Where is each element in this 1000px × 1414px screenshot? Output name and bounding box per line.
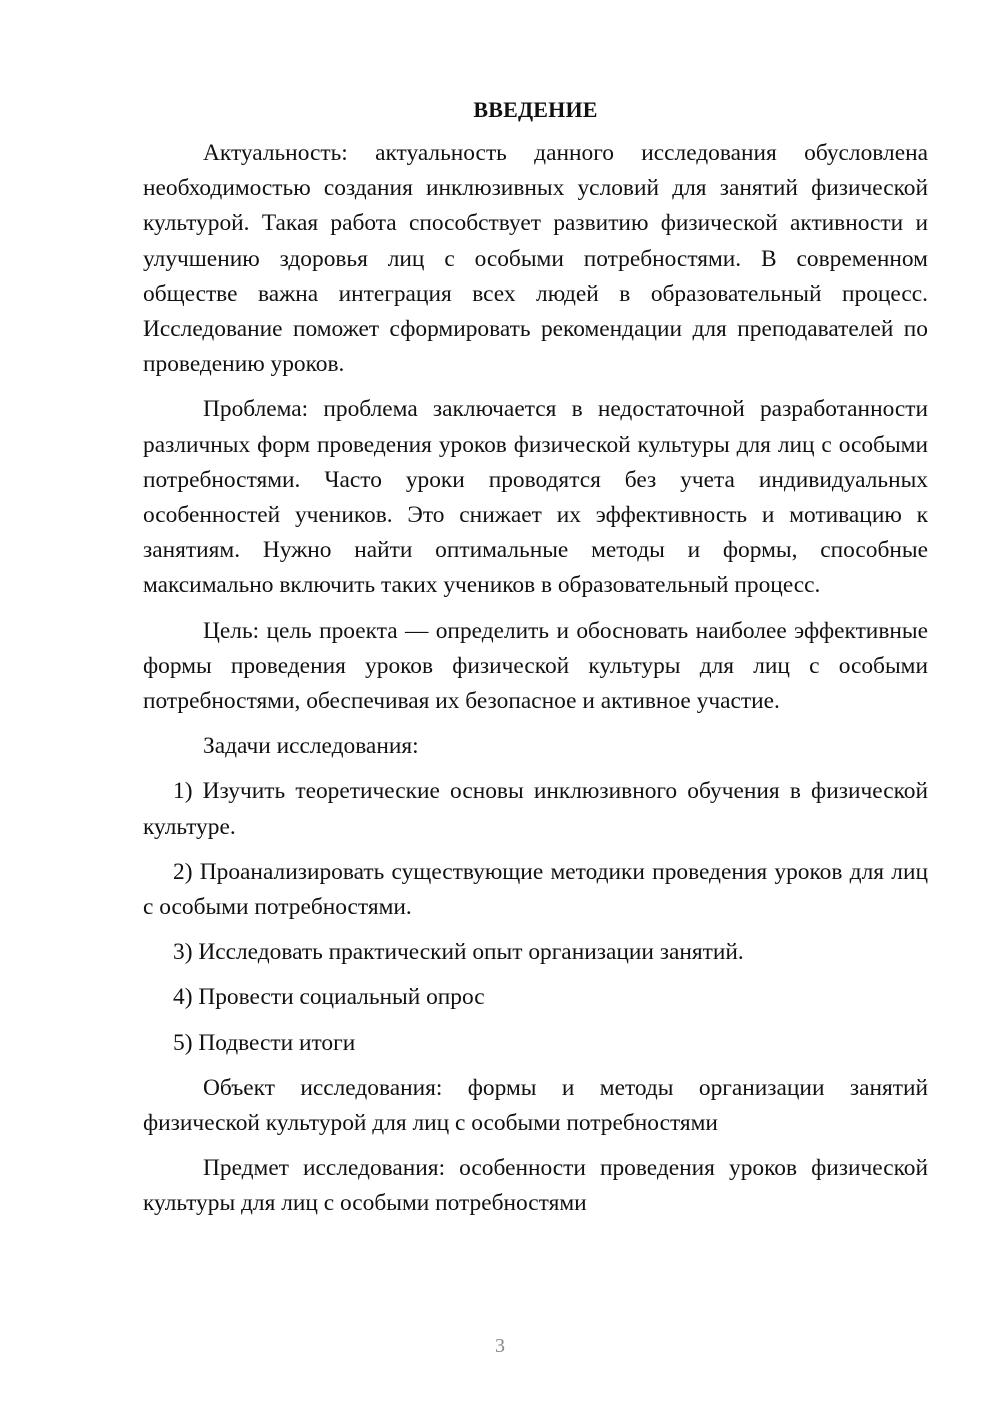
problem-paragraph: Проблема: проблема заключается в недостаточной разработанности различных форм проведения уроков физической культуры для лиц с особыми потребностями. Часто уроки проводятся без учета индивидуальных особенностей учеников. Это снижает их эффективность и мотивацию к занятиям. Нужно найти оптимальные методы и формы, способные максимально включить таких учеников в образовательный процесс. [143,396,928,599]
task-item-5: 5) Подвести итоги [173,1029,356,1056]
task-item-4: 4) Провести социальный опрос [173,984,485,1011]
page-content [143,92,928,1232]
tasks-heading: Задачи исследования: [203,733,419,760]
subject-paragraph: Предмет исследования: особенности проведения уроков физической культуры для лиц с особыми потребностями [143,1155,928,1217]
page-number: 3 [495,1335,505,1357]
task-item-2: 2) Проанализировать существующие методики проведения уроков для лиц с особыми потребностями. [143,858,928,921]
task-item-3: 3) Исследовать практический опыт организации занятий. [173,939,744,966]
goal-paragraph: Цель: цель проекта — определить и обосновать наиболее эффективные формы проведения уроков физической культуры для лиц с особыми потребностями, обеспечивая их безопасное и активное участие. [143,617,928,715]
relevance-paragraph: Актуальность: актуальность данного исследования обусловлена необходимостью создания инклюзивных условий для занятий физической культурой. Такая работа способствует развитию физической активности и улучшению здоровья лиц с особыми потребностями. В современном обществе важна интеграция всех людей в образовательный процесс. Исследование поможет сформировать рекомендации для преподавателей по проведению уроков. [143,140,928,378]
object-paragraph: Объект исследования: формы и методы организации занятий физической культурой для лиц с особыми потребностями [143,1074,928,1137]
task-item-1: 1) Изучить теоретические основы инклюзивного обучения в физической культуре. [143,778,928,840]
page-title: ВВЕДЕНИЕ [473,97,598,122]
